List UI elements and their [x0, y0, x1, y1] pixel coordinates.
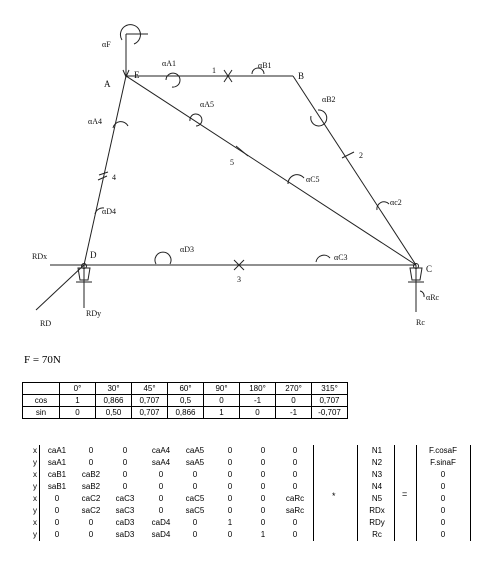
table-cell: 0,707 — [132, 407, 168, 419]
node-b-label: B — [298, 71, 305, 81]
matrix-cell: 0 — [292, 446, 298, 455]
matrix-cell: 0 — [227, 530, 233, 539]
angle-ad3-label: αD3 — [180, 245, 194, 254]
table-cell: 0 — [240, 407, 276, 419]
unknown-cell: N4 — [371, 482, 383, 491]
matrix-cell: 0 — [227, 458, 233, 467]
matrix-cell: 0 — [260, 518, 266, 527]
matrix-cell: 0 — [192, 470, 198, 479]
matrix-cell: 0 — [292, 482, 298, 491]
matrix-cell: saC5 — [185, 506, 205, 515]
force-rd-label: RD — [40, 319, 52, 328]
matrix-cell: saD4 — [151, 530, 171, 539]
matrix-cell: 0 — [54, 518, 60, 527]
force-rdx-label: RDx — [32, 252, 48, 261]
header-cell: 90° — [204, 383, 240, 395]
matrix-cell: saA4 — [151, 458, 171, 467]
table-cell: -1 — [276, 407, 312, 419]
matrix-cell: caA4 — [151, 446, 171, 455]
header-cell: 30° — [96, 383, 132, 395]
matrix-cell: 0 — [227, 494, 233, 503]
rhs-cell: 0 — [440, 518, 446, 527]
matrix-cell: 0 — [88, 518, 94, 527]
matrix-cell: 0 — [54, 506, 60, 515]
angle-af-label: αF — [102, 40, 111, 49]
cos-row — [23, 395, 348, 407]
rhs-cell: 0 — [440, 530, 446, 539]
angle-aa5-label: αA5 — [200, 100, 214, 109]
unknown-cell: RDy — [369, 518, 385, 527]
matrix-cell: 0 — [227, 482, 233, 491]
equals-sign: = — [402, 489, 408, 499]
angle-ad4-label: αD4 — [102, 207, 116, 216]
matrix-cell: 0 — [192, 530, 198, 539]
unknown-cell: Rc — [372, 530, 382, 539]
force-rc-label: Rc — [416, 318, 425, 327]
header-cell: 315° — [312, 383, 348, 395]
row-axis-label: y — [33, 506, 37, 515]
matrix-cell: caC5 — [185, 494, 205, 503]
node-a-label: A — [104, 79, 111, 89]
matrix-cell: saC3 — [115, 506, 135, 515]
unknown-cell: N5 — [371, 494, 383, 503]
matrix-cell: saC2 — [81, 506, 101, 515]
matrix-cell: 0 — [158, 506, 164, 515]
unknown-cell: N2 — [371, 458, 383, 467]
matrix-cell: saA1 — [47, 458, 67, 467]
matrix-cell: saA5 — [185, 458, 205, 467]
table-cell: 1 — [204, 407, 240, 419]
matrix-cell: 0 — [260, 446, 266, 455]
angle-ac2-label: αc2 — [390, 198, 402, 207]
member-4-label: 4 — [112, 173, 116, 182]
angle-aa1-label: αA1 — [162, 59, 176, 68]
trig-header-row — [23, 383, 348, 395]
matrix-cell: 0 — [158, 470, 164, 479]
rd-line — [36, 265, 84, 310]
matrix-cell: 0 — [88, 530, 94, 539]
table-cell: -0,707 — [312, 407, 348, 419]
member-2 — [293, 76, 416, 265]
header-cell: 60° — [168, 383, 204, 395]
member-5-label: 5 — [230, 158, 234, 167]
matrix-cell: caRc — [285, 494, 305, 503]
matrix-cell: caA1 — [47, 446, 67, 455]
force-rdy-label: RDy — [86, 309, 102, 318]
matrix-cell: caD4 — [151, 518, 171, 527]
multiply-sign: * — [332, 491, 336, 501]
matrix-cell: caD3 — [115, 518, 135, 527]
rhs-cell: 0 — [440, 482, 446, 491]
header-cell: 0° — [60, 383, 96, 395]
row-label: cos — [23, 395, 60, 407]
rhs-cell: F.cosaF — [428, 446, 457, 455]
matrix-cell: 0 — [292, 470, 298, 479]
table-cell: 0 — [60, 407, 96, 419]
unknown-cell: N3 — [371, 470, 383, 479]
table-cell: 0,50 — [96, 407, 132, 419]
matrix-cell: 0 — [88, 458, 94, 467]
node-e-label: E — [134, 70, 140, 80]
angle-ab1-label: αB1 — [258, 61, 272, 70]
member-2-label: 2 — [359, 151, 363, 160]
unknown-cell: N1 — [371, 446, 383, 455]
row-axis-label: x — [33, 518, 37, 527]
matrix-cell: 0 — [260, 458, 266, 467]
matrix-cell: 0 — [292, 458, 298, 467]
angle-ac3-label: αC3 — [334, 253, 348, 262]
matrix-cell: 1 — [260, 530, 266, 539]
matrix-cell: saRc — [285, 506, 305, 515]
unknown-cell: RDx — [369, 506, 385, 515]
matrix-cell: caC2 — [81, 494, 101, 503]
member-5 — [126, 76, 416, 265]
angle-arc-label: αRc — [426, 293, 440, 302]
matrix-cell: 0 — [122, 482, 128, 491]
header-cell: 180° — [240, 383, 276, 395]
force-value-label: F = 70N — [24, 354, 61, 366]
table-cell: 1 — [60, 395, 96, 407]
matrix-cell: 0 — [292, 518, 298, 527]
matrix-cell: 0 — [122, 470, 128, 479]
matrix-cell: 0 — [192, 482, 198, 491]
angle-aa4-label: αA4 — [88, 117, 102, 126]
row-axis-label: x — [33, 494, 37, 503]
angle-ab2-label: αB2 — [322, 95, 336, 104]
header-cell: 270° — [276, 383, 312, 395]
matrix-cell: 0 — [192, 518, 198, 527]
table-cell: 0,707 — [132, 395, 168, 407]
rhs-cell: 0 — [440, 470, 446, 479]
table-cell: 0,707 — [312, 395, 348, 407]
matrix-cell: 0 — [292, 530, 298, 539]
angle-ac5-label: αC5 — [306, 175, 320, 184]
matrix-cell: caB2 — [81, 470, 101, 479]
matrix-cell: 0 — [122, 446, 128, 455]
matrix-cell: saB1 — [47, 482, 67, 491]
row-label: sin — [23, 407, 60, 419]
matrix-cell: 0 — [227, 470, 233, 479]
table-cell: 0 — [204, 395, 240, 407]
table-cell: -1 — [240, 395, 276, 407]
matrix-cell: 0 — [260, 494, 266, 503]
matrix-cell: 0 — [227, 506, 233, 515]
rhs-cell: 0 — [440, 494, 446, 503]
matrix-cell: 0 — [122, 458, 128, 467]
matrix-cell: 0 — [88, 446, 94, 455]
row-axis-label: x — [33, 446, 37, 455]
rhs-cell: 0 — [440, 506, 446, 515]
matrix-cell: 0 — [260, 482, 266, 491]
matrix-cell: caA5 — [185, 446, 205, 455]
matrix-cell: 0 — [158, 482, 164, 491]
table-cell: 0,866 — [168, 407, 204, 419]
table-cell: 0,866 — [96, 395, 132, 407]
member-4 — [84, 76, 126, 265]
row-axis-label: x — [33, 470, 37, 479]
sin-row — [23, 407, 348, 419]
node-c-label: C — [426, 264, 433, 274]
member-1-label: 1 — [212, 66, 216, 75]
row-axis-label: y — [33, 530, 37, 539]
rhs-cell: F.sinaF — [430, 458, 456, 467]
row-axis-label: y — [33, 482, 37, 491]
matrix-cell: 0 — [54, 530, 60, 539]
matrix-cell: caB1 — [47, 470, 67, 479]
matrix-cell: 0 — [54, 494, 60, 503]
table-cell: 0,5 — [168, 395, 204, 407]
matrix-cell: 1 — [227, 518, 233, 527]
row-axis-label: y — [33, 458, 37, 467]
trig-table — [22, 382, 348, 419]
node-d-label: D — [90, 250, 97, 260]
matrix-cell: saB2 — [81, 482, 101, 491]
table-cell: 0 — [276, 395, 312, 407]
matrix-cell: 0 — [260, 506, 266, 515]
matrix-cell: 0 — [260, 470, 266, 479]
matrix-cell: saD3 — [115, 530, 135, 539]
member-3-label: 3 — [237, 275, 241, 284]
header-cell: 45° — [132, 383, 168, 395]
matrix-cell: 0 — [158, 494, 164, 503]
matrix-cell: caC3 — [115, 494, 135, 503]
matrix-cell: 0 — [227, 446, 233, 455]
